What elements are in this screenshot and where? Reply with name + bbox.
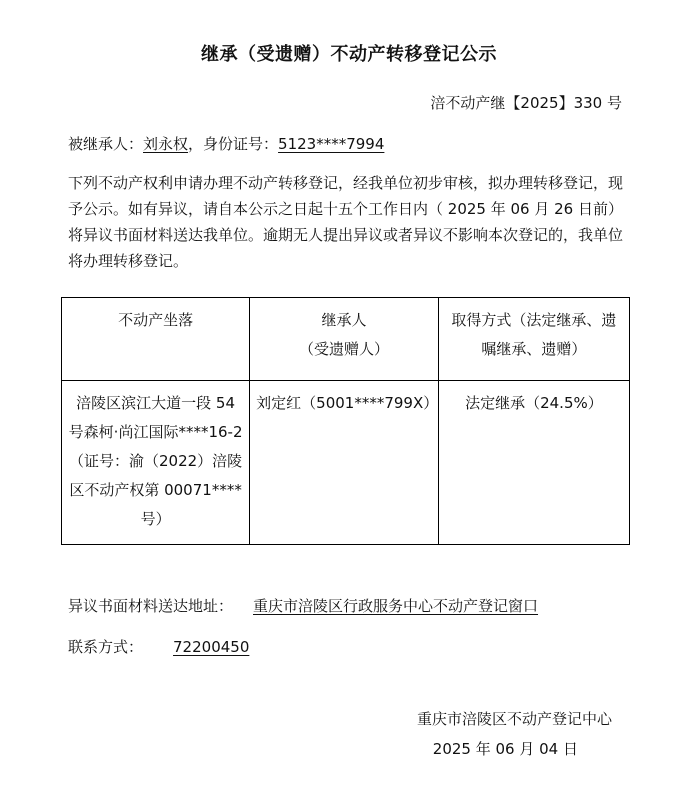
decedent-id: 5123****7994	[278, 135, 385, 153]
cell-location: 涪陵区滨江大道一段 54 号森柯·尚江国际****16-2（证号：渝（2022）涪陵区不动产权第 00071****号）	[62, 381, 250, 545]
issue-date: 2025 年 06 月 04 日	[432, 740, 578, 758]
decedent-line	[68, 133, 384, 154]
header-heir-line2: （受遗赠人）	[299, 340, 390, 358]
address-label: 异议书面材料送达地址：	[68, 597, 234, 615]
notice-paragraph	[68, 170, 628, 274]
header-method: 取得方式（法定继承、遗嘱继承、遗赠）	[438, 298, 629, 381]
cell-method: 法定继承（24.5%）	[438, 381, 629, 545]
address-value: 重庆市涪陵区行政服务中心不动产登记窗口	[253, 597, 539, 615]
address-line	[68, 595, 538, 616]
contact-line	[68, 636, 249, 657]
decedent-name: 刘永权	[143, 135, 189, 153]
contact-label: 联系方式：	[68, 638, 144, 656]
id-label: ，身份证号：	[188, 135, 279, 153]
header-heir-line1: 继承人	[321, 311, 367, 329]
decedent-label: 被继承人：	[68, 135, 144, 153]
header-heir	[250, 298, 439, 381]
document-number: 涪不动产继【2025】330 号	[430, 94, 622, 112]
notice-text: 下列不动产权利申请办理不动产转移登记，经我单位初步审核，拟办理转移登记，现予公示。如有异议，请自本公示之日起十五个工作日内（ 2025 年 06 月 26 日前）将异议书面材料送达我单位。逾期无人提出异议或者异议不影响本次登记的，我单位将办理转移登记。	[68, 174, 624, 270]
table-row	[62, 381, 630, 545]
cell-heir: 刘定红（5001****799X）	[250, 381, 439, 545]
document-title: 继承（受遗赠）不动产转移登记公示	[201, 44, 497, 65]
registration-table	[61, 297, 630, 545]
header-location: 不动产坐落	[62, 298, 250, 381]
contact-value: 72200450	[173, 638, 250, 656]
issuer-name: 重庆市涪陵区不动产登记中心	[416, 710, 612, 728]
table-header-row	[62, 298, 630, 381]
